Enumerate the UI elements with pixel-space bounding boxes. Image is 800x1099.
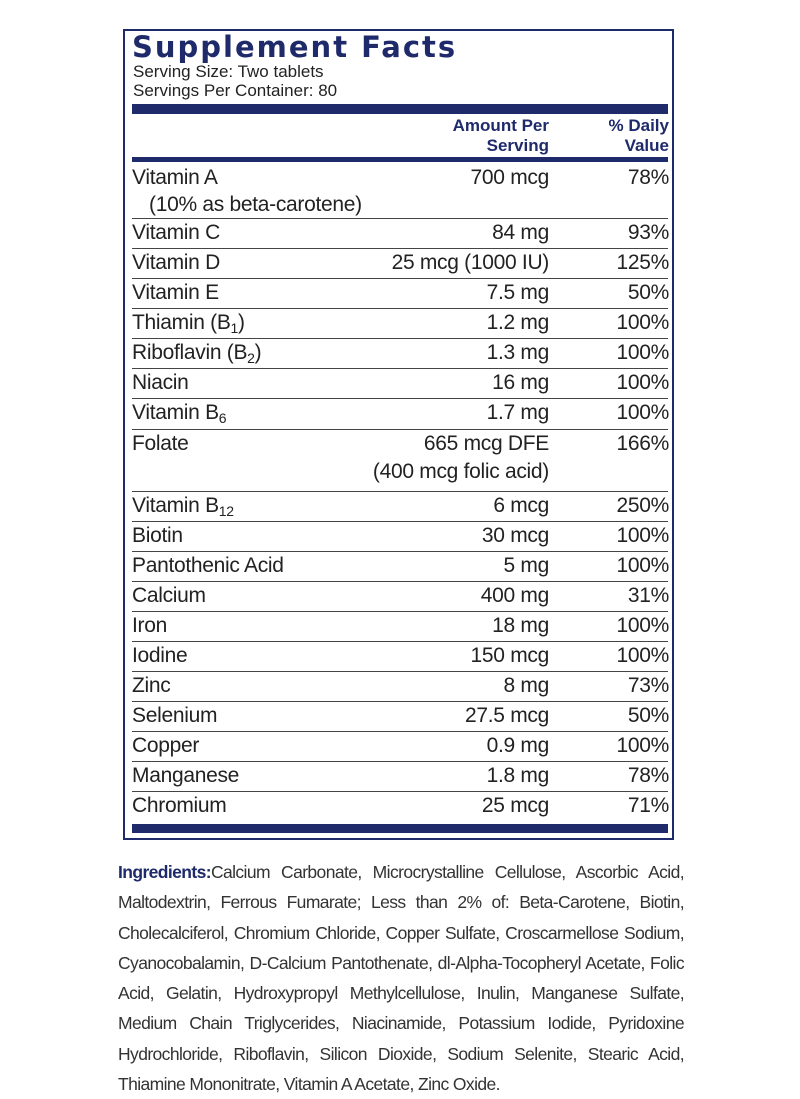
ingredients-block [118, 857, 684, 1099]
nutrient-name [132, 521, 183, 551]
nutrient-name-text: Riboflavin (B [132, 341, 248, 364]
nutrient-daily-value: 73% [627, 674, 669, 697]
nutrient-amount: 30 mcg [481, 524, 549, 547]
thick-divider-top [132, 104, 668, 114]
nutrient-name [132, 551, 284, 581]
nutrient-amount: 8 mg [503, 674, 549, 697]
row-divider [132, 491, 668, 492]
nutrient-name [132, 581, 206, 611]
nutrient-name [132, 791, 226, 821]
row-divider [132, 731, 668, 732]
nutrient-daily-value: 50% [627, 281, 669, 304]
nutrient-name-text: Iron [132, 614, 167, 637]
row-divider [132, 218, 668, 219]
nutrient-amount: 700 mcg [470, 166, 549, 189]
row-divider [132, 248, 668, 249]
nutrient-amount: 1.3 mg [486, 341, 549, 364]
nutrient-name-text: Folate [132, 432, 189, 455]
nutrient-name-text: Niacin [132, 371, 189, 394]
nutrient-amount: 5 mg [503, 554, 549, 577]
nutrient-daily-value: 100% [616, 401, 669, 424]
nutrient-amount: 6 mcg [493, 494, 549, 517]
nutrient-daily-value: 78% [627, 166, 669, 189]
row-divider [132, 761, 668, 762]
row-divider [132, 641, 668, 642]
dv-header-line2: Value [624, 136, 669, 155]
row-divider [132, 611, 668, 612]
ingredients-text: Calcium Carbonate, Microcrystalline Cellulose, Ascorbic Acid, Maltodextrin, Ferrous Fumarate; Less than 2% of: Beta-Carotene, Biotin, Cholecalciferol, Chromium Chloride, Copper Sulfate, Croscarmellose Sodium, Cyanocobalamin, D-Calcium Pantothenate, dl-Alpha-Tocopheryl Acetate, Folic Acid, Gelatin, Hydroxypropyl Methylcellulose, Inulin, Manganese Sulfate, Medium Chain Triglycerides, Niacinamide, Potassium Iodide, Pyridoxine Hydrochloride, Riboflavin, Silicon Dioxide, Sodium Selenite, Stearic Acid, Thiamine Mononitrate, Vitamin A Acetate, Zinc Oxide. [118, 862, 684, 1095]
nutrient-name-text: Zinc [132, 674, 171, 697]
row-divider [132, 671, 668, 672]
row-divider [132, 338, 668, 339]
row-divider [132, 551, 668, 552]
nutrient-name-text: Vitamin C [132, 221, 220, 244]
nutrient-name-text: Biotin [132, 524, 183, 547]
nutrient-amount: 84 mg [492, 221, 549, 244]
nutrient-amount: 665 mcg DFE [423, 432, 549, 455]
panel-title: Supplement Facts [132, 30, 458, 64]
row-divider [132, 308, 668, 309]
row-divider [132, 791, 668, 792]
nutrient-subscript: 1 [230, 320, 239, 336]
nutrient-amount: 150 mcg [470, 644, 549, 667]
nutrient-name [132, 278, 219, 308]
nutrient-amount: 27.5 mcg [465, 704, 549, 727]
nutrient-daily-value: 100% [616, 524, 669, 547]
nutrient-daily-value: 100% [616, 644, 669, 667]
thick-divider-bottom [132, 824, 668, 833]
nutrient-amount: 1.2 mg [486, 311, 549, 334]
nutrient-daily-value: 100% [616, 311, 669, 334]
row-divider [132, 521, 668, 522]
nutrient-amount: 25 mcg (1000 IU) [391, 251, 549, 274]
nutrient-name [132, 429, 189, 459]
nutrient-name-text: Iodine [132, 644, 188, 667]
nutrient-daily-value: 100% [616, 614, 669, 637]
nutrient-daily-value: 100% [616, 734, 669, 757]
nutrient-note: (10% as beta-carotene) [149, 193, 362, 216]
row-divider [132, 278, 668, 279]
ingredients-label: Ingredients: [118, 862, 211, 882]
nutrient-daily-value: 250% [616, 494, 669, 517]
divider-under-header [132, 157, 668, 162]
nutrient-amount: 1.8 mg [486, 764, 549, 787]
row-divider [132, 368, 668, 369]
nutrient-name [132, 398, 226, 433]
nutrient-amount: 0.9 mg [486, 734, 549, 757]
amount-per-serving-header [453, 116, 549, 156]
nutrient-name-text: Pantothenic Acid [132, 554, 284, 577]
nutrient-name-text: Vitamin B [132, 401, 219, 424]
nutrient-daily-value: 31% [627, 584, 669, 607]
daily-value-header [609, 116, 669, 156]
row-divider [132, 581, 668, 582]
nutrient-name-text: Copper [132, 734, 200, 757]
nutrient-name [132, 248, 220, 278]
nutrient-name [132, 218, 220, 248]
nutrient-name [132, 611, 167, 641]
nutrient-name-text: Chromium [132, 794, 227, 817]
nutrient-amount: 1.7 mg [486, 401, 549, 424]
row-divider [132, 701, 668, 702]
nutrient-name [132, 761, 239, 791]
nutrient-name-suffix: ) [254, 341, 262, 364]
nutrient-name [132, 671, 170, 701]
nutrient-name-text: Calcium [132, 584, 206, 607]
nutrient-amount: 400 mg [480, 584, 549, 607]
nutrient-daily-value: 71% [627, 794, 669, 817]
nutrient-daily-value: 125% [616, 251, 669, 274]
nutrient-name-text: Vitamin E [132, 281, 219, 304]
nutrient-subscript: 12 [218, 503, 234, 519]
amount-header-line2: Serving [486, 136, 549, 155]
nutrient-amount-note: (400 mcg folic acid) [372, 460, 549, 483]
nutrient-name-suffix: ) [238, 311, 245, 334]
dv-header-line1: % Daily [608, 116, 669, 135]
nutrient-amount: 7.5 mg [486, 281, 549, 304]
nutrient-subscript: 6 [218, 410, 227, 426]
servings-per-container: Servings Per Container: 80 [133, 81, 338, 100]
row-divider [132, 398, 668, 399]
nutrient-daily-value: 93% [627, 221, 669, 244]
nutrient-name [132, 701, 217, 731]
nutrient-daily-value: 166% [616, 432, 669, 455]
nutrient-amount: 18 mg [492, 614, 549, 637]
nutrient-name-text: Vitamin D [132, 251, 220, 274]
nutrient-name-text: Vitamin B [132, 494, 219, 517]
amount-header-line1: Amount Per [452, 116, 549, 135]
nutrient-name [132, 163, 218, 193]
nutrient-daily-value: 100% [616, 341, 669, 364]
row-divider [132, 429, 668, 430]
nutrient-daily-value: 100% [616, 554, 669, 577]
nutrient-name-text: Vitamin A [132, 166, 218, 189]
nutrient-name-text: Selenium [132, 704, 218, 727]
nutrient-name [132, 731, 199, 761]
nutrient-amount: 25 mcg [481, 794, 549, 817]
nutrient-daily-value: 78% [627, 764, 669, 787]
nutrient-name [132, 368, 189, 398]
nutrient-amount: 16 mg [492, 371, 549, 394]
nutrient-subscript: 2 [247, 350, 255, 366]
nutrient-name-text: Thiamin (B [132, 311, 231, 334]
nutrient-name [132, 641, 187, 671]
nutrient-name-text: Manganese [132, 764, 240, 787]
nutrient-daily-value: 50% [627, 704, 669, 727]
serving-size: Serving Size: Two tablets [133, 62, 324, 81]
nutrient-daily-value: 100% [616, 371, 669, 394]
